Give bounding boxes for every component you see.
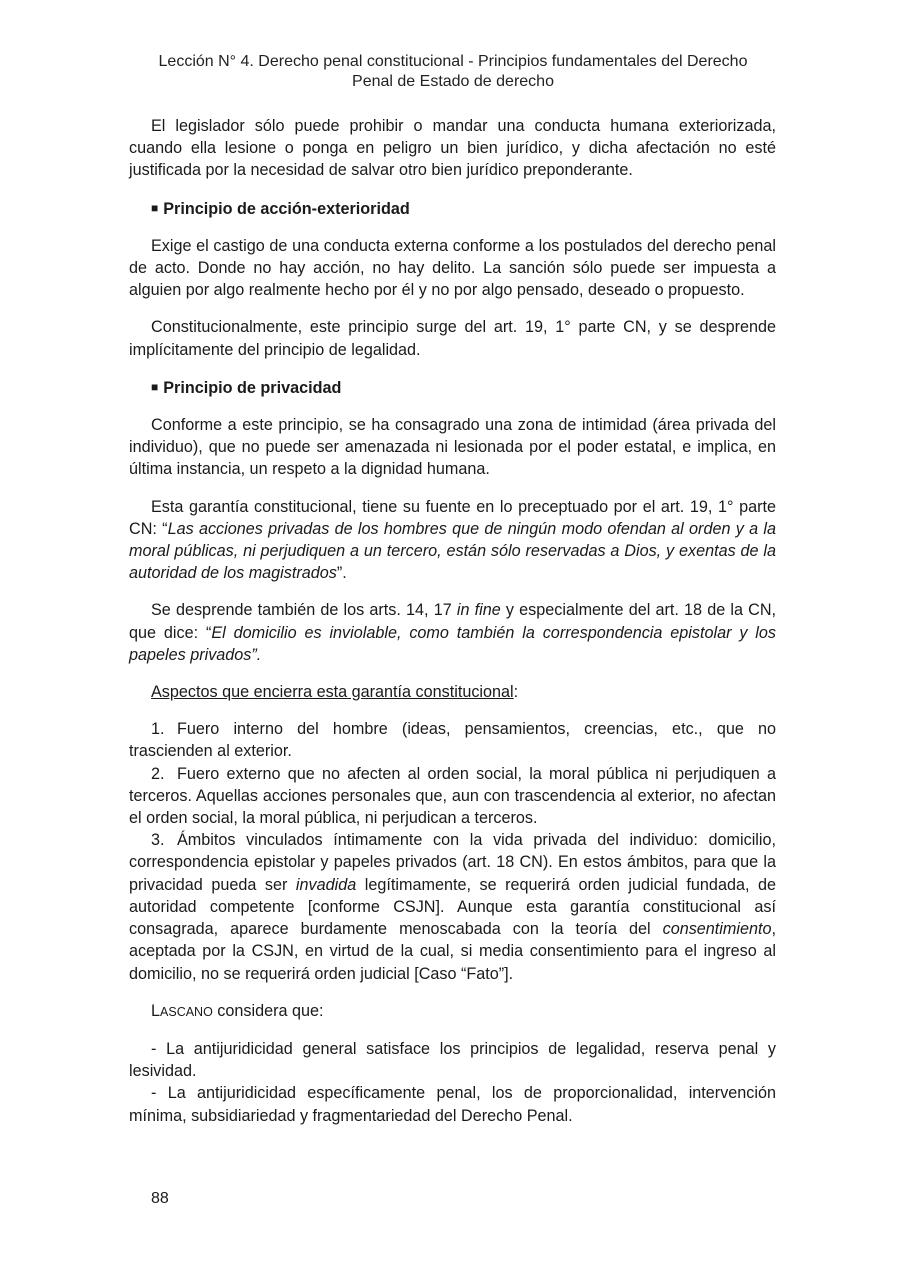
header-line-1: Lección N° 4. Derecho penal constitucional - Principios fundamentales del Derecho <box>158 53 748 70</box>
paragraph-constitucionalmente: Constitucionalmente, este principio surge del art. 19, 1° parte CN, y se desprende implícitamente del principio de legalidad. <box>129 318 776 359</box>
list-number: 3. <box>151 831 165 850</box>
text-run: considera que: <box>212 1001 324 1020</box>
text-run: : <box>513 683 519 702</box>
page-number: 88 <box>151 1190 169 1207</box>
section-heading-text: Principio de privacidad <box>163 378 342 397</box>
section-heading-privacidad <box>129 376 776 399</box>
text-run: Esta garantía constitucional, tiene su fuente en lo preceptuado por el art. 19, 1° parte CN: “ <box>129 497 776 538</box>
latin-term: in fine <box>456 601 501 620</box>
paragraph-legislador: El legislador sólo puede prohibir o mandar una conducta humana exteriorizada, cuando ella lesione o ponga en peligro un bien jurídico, y dicha afectación no esté justificada por la necesidad de salvar otro bien jurídico preponderante. <box>129 117 776 180</box>
quoted-text: Las acciones privadas de los hombres que de ningún modo ofendan al orden y a la moral públicas, ni perjudiquen a un tercero, están sólo reservadas a Dios, y exentas de la autoridad de los magistrados <box>129 519 777 583</box>
list-item-text: , aceptada por la CSJN, en virtud de la cual, si media consentimiento para el ingreso al domicilio, no se requerirá orden judicial [Caso “Fato”]. <box>129 920 776 983</box>
list-item-text: Ámbitos vinculados íntimamente con la vida privada del individuo: domicilio, correspondencia epistolar y papeles privados (art. 18 CN). En estos ámbitos, para que la privacidad pueda ser <box>129 831 776 894</box>
list-item-text: Fuero interno del hombre (ideas, pensamientos, creencias, etc., que no trascienden al exterior. <box>129 720 776 761</box>
list-item-text: legítimamente, se requerirá orden judicial fundada, de autoridad competente [conforme CSJN]. Aunque esta garantía constitucional así consagrada, aparece burdamente menoscabada con la teoría del <box>129 875 776 939</box>
paragraph-desprende <box>129 599 776 666</box>
list-item-text: Fuero externo que no afecten al orden social, la moral pública ni perjudiquen a terceros. Aquellas acciones personales que, aun con trascendencia al exterior, no afectan el orden social, la moral pública, ni perjudican a terceros. <box>129 764 776 828</box>
text-run: Se desprende también de los arts. 14, 17 <box>151 601 457 620</box>
list-item-3 <box>129 829 776 984</box>
paragraph-conforme: Conforme a este principio, se ha consagrado una zona de intimidad (área privada del individuo), que no puede ser amenazada ni lesionada por el poder estatal, e implica, en última instancia, un respeto a la dignidad humana. <box>129 416 776 479</box>
underlined-title: Aspectos que encierra esta garantía constitucional <box>151 683 514 702</box>
section-heading-accion <box>129 197 776 220</box>
paragraph-garantia <box>129 496 776 585</box>
paragraph-lascano <box>129 1000 776 1023</box>
square-bullet-icon: ■ <box>151 379 159 394</box>
list-number: 1. <box>151 720 165 739</box>
emphasis: invadida <box>295 875 357 894</box>
author-name-smallcaps: ASCANO <box>160 1004 213 1019</box>
list-item-2 <box>129 763 776 830</box>
running-header <box>120 52 786 92</box>
dash-item-1: - La antijuridicidad general satisface los principios de legalidad, reserva penal y lesividad. <box>129 1039 776 1081</box>
section-heading-text: Principio de acción-exterioridad <box>163 199 410 218</box>
text-run: ”. <box>336 564 347 583</box>
document-body <box>129 115 776 1127</box>
author-name-initial: L <box>151 1001 161 1020</box>
list-number: 2. <box>151 764 165 783</box>
aspects-title <box>129 681 776 703</box>
text-run: y especialmente del art. 18 de la CN, que dice: “ <box>129 601 777 642</box>
dash-item-2: - La antijuridicidad específicamente penal, los de proporcionalidad, intervención mínima, subsidiariedad y fragmentariedad del Derecho Penal. <box>129 1084 776 1125</box>
list-item-1 <box>129 718 776 762</box>
square-bullet-icon: ■ <box>151 200 159 215</box>
header-line-2: Penal de Estado de derecho <box>352 73 554 90</box>
paragraph-exige: Exige el castigo de una conducta externa conforme a los postulados del derecho penal de acto. Donde no hay acción, no hay delito. La sanción sólo puede ser impuesta a alguien por algo realmente hecho por él y no por algo pensado, deseado o propuesto. <box>129 236 776 300</box>
emphasis: consentimiento <box>662 920 772 939</box>
quoted-text: El domicilio es inviolable, como también la correspondencia epistolar y los papeles privados”. <box>129 623 777 664</box>
